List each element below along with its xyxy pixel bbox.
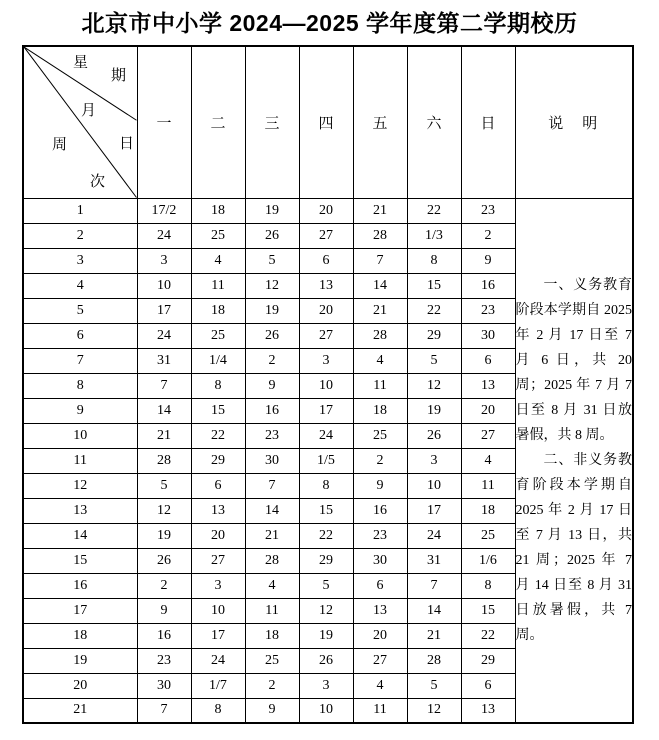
day-header-wed: 三 — [245, 46, 299, 198]
date-cell: 1/6 — [461, 548, 515, 573]
date-cell: 6 — [353, 573, 407, 598]
date-cell: 22 — [299, 523, 353, 548]
date-cell: 15 — [191, 398, 245, 423]
week-number: 20 — [23, 673, 137, 698]
date-cell: 17 — [191, 623, 245, 648]
date-cell: 19 — [137, 523, 191, 548]
week-number: 15 — [23, 548, 137, 573]
date-cell: 22 — [407, 298, 461, 323]
date-cell: 9 — [245, 698, 299, 723]
date-cell: 25 — [461, 523, 515, 548]
date-cell: 3 — [191, 573, 245, 598]
date-cell: 6 — [299, 248, 353, 273]
date-cell: 20 — [191, 523, 245, 548]
date-cell: 5 — [407, 673, 461, 698]
date-cell: 14 — [245, 498, 299, 523]
date-cell: 17 — [407, 498, 461, 523]
date-cell: 12 — [137, 498, 191, 523]
date-cell: 14 — [137, 398, 191, 423]
date-cell: 6 — [461, 673, 515, 698]
date-cell: 12 — [245, 273, 299, 298]
corner-label-monthday-char2: 日 — [119, 136, 135, 152]
week-number: 9 — [23, 398, 137, 423]
day-header-fri: 五 — [353, 46, 407, 198]
date-cell: 13 — [299, 273, 353, 298]
date-cell: 1/5 — [299, 448, 353, 473]
week-number: 17 — [23, 598, 137, 623]
week-number: 12 — [23, 473, 137, 498]
date-cell: 21 — [245, 523, 299, 548]
date-cell: 26 — [245, 223, 299, 248]
date-cell: 9 — [245, 373, 299, 398]
corner-label-week-char1: 周 — [52, 137, 68, 153]
date-cell: 6 — [191, 473, 245, 498]
date-cell: 10 — [299, 373, 353, 398]
note-paragraph: 一、义务教育阶段本学期自 2025 年 2 月 17 日至 7 月 6 日，共 20 周；2025 年 7 月 7 日至 8 月 31 日放暑假，共 8 周。 — [515, 277, 632, 443]
date-cell: 7 — [137, 698, 191, 723]
date-cell: 27 — [353, 648, 407, 673]
date-cell: 16 — [353, 498, 407, 523]
date-cell: 26 — [245, 323, 299, 348]
week-number: 4 — [23, 273, 137, 298]
date-cell: 7 — [353, 248, 407, 273]
corner-label-monthday-char1: 月 — [81, 103, 97, 119]
corner-cell — [23, 46, 137, 198]
date-cell: 30 — [245, 448, 299, 473]
date-cell: 5 — [407, 348, 461, 373]
date-cell: 10 — [299, 698, 353, 723]
date-cell: 1/4 — [191, 348, 245, 373]
week-number: 5 — [23, 298, 137, 323]
date-cell: 2 — [245, 348, 299, 373]
date-cell: 11 — [245, 598, 299, 623]
date-cell: 8 — [299, 473, 353, 498]
date-cell: 11 — [191, 273, 245, 298]
date-cell: 4 — [353, 348, 407, 373]
date-cell: 14 — [353, 273, 407, 298]
date-cell: 23 — [137, 648, 191, 673]
date-cell: 16 — [137, 623, 191, 648]
date-cell: 8 — [191, 698, 245, 723]
date-cell: 31 — [137, 348, 191, 373]
date-cell: 22 — [461, 623, 515, 648]
date-cell: 19 — [245, 198, 299, 223]
week-row — [23, 198, 633, 223]
date-cell: 18 — [353, 398, 407, 423]
date-cell: 2 — [353, 448, 407, 473]
date-cell: 15 — [407, 273, 461, 298]
notes-header: 说 明 — [515, 46, 633, 198]
date-cell: 30 — [461, 323, 515, 348]
week-number: 13 — [23, 498, 137, 523]
date-cell: 23 — [461, 298, 515, 323]
week-number: 1 — [23, 198, 137, 223]
date-cell: 11 — [461, 473, 515, 498]
date-cell: 27 — [299, 223, 353, 248]
date-cell: 26 — [299, 648, 353, 673]
date-cell: 1/3 — [407, 223, 461, 248]
date-cell: 3 — [137, 248, 191, 273]
date-cell: 23 — [461, 198, 515, 223]
date-cell: 23 — [245, 423, 299, 448]
week-number: 7 — [23, 348, 137, 373]
date-cell: 8 — [407, 248, 461, 273]
date-cell: 9 — [137, 598, 191, 623]
date-cell: 11 — [353, 373, 407, 398]
date-cell: 13 — [353, 598, 407, 623]
date-cell: 19 — [245, 298, 299, 323]
date-cell: 28 — [245, 548, 299, 573]
date-cell: 19 — [407, 398, 461, 423]
date-cell: 25 — [353, 423, 407, 448]
note-paragraph: 二、非义务教育阶段本学期自 2025 年 2 月 17 日至 7 月 13 日，共 21 周；2025 年 7 月 14 日至 8 月 31 日放暑假，共 7 周。 — [515, 452, 632, 643]
day-header-tue: 二 — [191, 46, 245, 198]
date-cell: 11 — [353, 698, 407, 723]
date-cell: 27 — [461, 423, 515, 448]
date-cell: 17/2 — [137, 198, 191, 223]
day-header-mon: 一 — [137, 46, 191, 198]
header-row — [23, 46, 633, 198]
date-cell: 2 — [137, 573, 191, 598]
date-cell: 19 — [299, 623, 353, 648]
date-cell: 3 — [407, 448, 461, 473]
date-cell: 4 — [461, 448, 515, 473]
date-cell: 17 — [299, 398, 353, 423]
date-cell: 4 — [353, 673, 407, 698]
date-cell: 26 — [137, 548, 191, 573]
date-cell: 3 — [299, 348, 353, 373]
date-cell: 16 — [245, 398, 299, 423]
week-number: 11 — [23, 448, 137, 473]
date-cell: 18 — [191, 298, 245, 323]
date-cell: 12 — [407, 698, 461, 723]
date-cell: 4 — [245, 573, 299, 598]
date-cell: 27 — [299, 323, 353, 348]
date-cell: 7 — [137, 373, 191, 398]
date-cell: 25 — [191, 323, 245, 348]
week-number: 14 — [23, 523, 137, 548]
corner-label-week-char2: 次 — [90, 174, 106, 190]
calendar-body — [23, 198, 633, 723]
date-cell: 7 — [407, 573, 461, 598]
date-cell: 12 — [299, 598, 353, 623]
date-cell: 21 — [353, 198, 407, 223]
date-cell: 12 — [407, 373, 461, 398]
date-cell: 5 — [299, 573, 353, 598]
date-cell: 3 — [299, 673, 353, 698]
date-cell: 23 — [353, 523, 407, 548]
calendar-table — [22, 45, 634, 724]
date-cell: 18 — [191, 198, 245, 223]
date-cell: 13 — [191, 498, 245, 523]
week-number: 16 — [23, 573, 137, 598]
date-cell: 29 — [299, 548, 353, 573]
date-cell: 15 — [461, 598, 515, 623]
week-number: 6 — [23, 323, 137, 348]
day-header-sun: 日 — [461, 46, 515, 198]
date-cell: 22 — [191, 423, 245, 448]
date-cell: 24 — [299, 423, 353, 448]
week-number: 21 — [23, 698, 137, 723]
date-cell: 16 — [461, 273, 515, 298]
date-cell: 20 — [299, 198, 353, 223]
date-cell: 28 — [353, 223, 407, 248]
date-cell: 29 — [407, 323, 461, 348]
page-title: 北京市中小学 2024—2025 学年度第二学期校历 — [81, 10, 578, 36]
date-cell: 15 — [299, 498, 353, 523]
week-number: 18 — [23, 623, 137, 648]
date-cell: 2 — [461, 223, 515, 248]
date-cell: 9 — [461, 248, 515, 273]
date-cell: 17 — [137, 298, 191, 323]
date-cell: 10 — [137, 273, 191, 298]
date-cell: 9 — [353, 473, 407, 498]
week-number: 19 — [23, 648, 137, 673]
date-cell: 28 — [407, 648, 461, 673]
date-cell: 20 — [353, 623, 407, 648]
corner-label-weekday-char2: 期 — [111, 68, 127, 84]
date-cell: 10 — [407, 473, 461, 498]
date-cell: 30 — [353, 548, 407, 573]
date-cell: 18 — [245, 623, 299, 648]
date-cell: 10 — [191, 598, 245, 623]
date-cell: 7 — [245, 473, 299, 498]
date-cell: 24 — [407, 523, 461, 548]
date-cell: 21 — [137, 423, 191, 448]
date-cell: 22 — [407, 198, 461, 223]
date-cell: 8 — [461, 573, 515, 598]
notes-cell — [515, 198, 633, 723]
date-cell: 31 — [407, 548, 461, 573]
date-cell: 24 — [137, 223, 191, 248]
day-header-sat: 六 — [407, 46, 461, 198]
date-cell: 5 — [245, 248, 299, 273]
corner-label-weekday-char1: 星 — [73, 55, 89, 71]
date-cell: 21 — [407, 623, 461, 648]
week-number: 2 — [23, 223, 137, 248]
date-cell: 30 — [137, 673, 191, 698]
date-cell: 2 — [245, 673, 299, 698]
week-number: 8 — [23, 373, 137, 398]
date-cell: 29 — [461, 648, 515, 673]
date-cell: 25 — [245, 648, 299, 673]
day-header-thu: 四 — [299, 46, 353, 198]
date-cell: 5 — [137, 473, 191, 498]
date-cell: 27 — [191, 548, 245, 573]
date-cell: 25 — [191, 223, 245, 248]
date-cell: 18 — [461, 498, 515, 523]
date-cell: 24 — [137, 323, 191, 348]
date-cell: 28 — [137, 448, 191, 473]
week-number: 3 — [23, 248, 137, 273]
date-cell: 20 — [299, 298, 353, 323]
date-cell: 24 — [191, 648, 245, 673]
date-cell: 20 — [461, 398, 515, 423]
date-cell: 6 — [461, 348, 515, 373]
date-cell: 14 — [407, 598, 461, 623]
date-cell: 21 — [353, 298, 407, 323]
week-number: 10 — [23, 423, 137, 448]
date-cell: 1/7 — [191, 673, 245, 698]
date-cell: 13 — [461, 698, 515, 723]
date-cell: 29 — [191, 448, 245, 473]
date-cell: 4 — [191, 248, 245, 273]
date-cell: 28 — [353, 323, 407, 348]
date-cell: 13 — [461, 373, 515, 398]
date-cell: 26 — [407, 423, 461, 448]
date-cell: 8 — [191, 373, 245, 398]
